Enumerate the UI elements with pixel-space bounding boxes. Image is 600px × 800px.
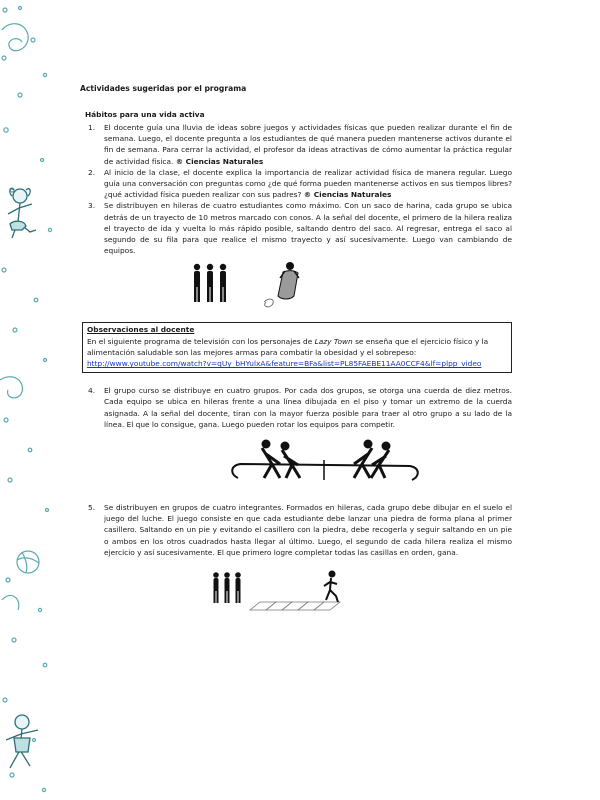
- teacher-observations-box: [82, 322, 512, 373]
- subject-tag: ® Ciencias Naturales: [303, 190, 392, 200]
- item-number: 3.: [88, 201, 96, 211]
- show-name: Lazy Town: [314, 336, 353, 346]
- observations-text-before: En el siguiente programa de televisión con los personajes de: [87, 336, 315, 346]
- item-text: Al inicio de la clase, el docente explica la importancia de realizar actividad física de manera regular. Luego guía una conversación con preguntas como ¿de qué forma pueden mantenerse activos en sus tiempos libres? ¿qué actividad física pueden realizar con sus padres?: [104, 167, 512, 200]
- girl-hopping-icon: [8, 189, 36, 238]
- observations-text: [87, 336, 507, 358]
- subject-tag: ® Ciencias Naturales: [175, 156, 264, 166]
- stick-figures-icon: [194, 264, 226, 302]
- document-body: [80, 84, 512, 622]
- sack-race-illustration: [80, 256, 512, 318]
- item-text: Se distribuyen en hileras de cuatro estudiantes como máximo. Con un saco de harina, cada grupo se ubica detrás de un trayecto de 10 metros marcado con conos. A la señal del docente, el primero de la hilera realiza el trayecto de ida y vuelta lo más rápido posible, saltando dentro del saco. Al regresar, entrega el saco al segundo de su fila para que realice el mismo trayecto y así sucesivamente. Luego van cambiando de equipos.: [104, 201, 512, 256]
- tug-of-war-icon: [232, 440, 418, 480]
- tug-of-war-illustration: [80, 430, 512, 492]
- activity-item-3: [80, 200, 512, 256]
- section-title: Hábitos para una vida activa: [85, 110, 205, 119]
- item-number: 5.: [88, 503, 96, 513]
- item-number: 4.: [88, 386, 96, 396]
- activity-item-4: [80, 385, 512, 430]
- observations-title: Observaciones al docente: [87, 325, 195, 335]
- activity-item-5: [80, 502, 512, 558]
- item-number: 1.: [88, 123, 96, 132]
- hopscotch-icon: [250, 602, 340, 610]
- item-text: Se distribuyen en grupos de cuatro integrantes. Formados en hileras, cada grupo debe dibujar en el suelo el juego del luche. El juego consiste en que cada estudiante debe lanzar una piedra de forma plana al primer casillero. Saltando en un pie y evitando el casillero con la piedra, debe recogerla y seguir saltando en un pie o ambos en los otros cuadrados hasta llegar al último. Luego, el segundo de cada hilera realiza el mismo ejercicio y así sucesivamente. El que primero logre completar todas las casillas en orden, gana.: [104, 503, 512, 557]
- margin-decoration: [0, 0, 62, 800]
- youtube-video-link[interactable]: http://www.youtube.com/watch?v=qUy_bHYulxA&feature=BFa&list=PL85FAEBE11AA0CCF4&lf=plpp_video: [87, 359, 482, 369]
- item-text: El grupo curso se distribuye en cuatro grupos. Por cada dos grupos, se otorga una cuerda de diez metros. Cada equipo se ubica en hileras frente a una línea dibujada en el piso y tomar un extremo de la cuerda asignada. A la señal del docente, tiran con la mayor fuerza posible para traer al otro grupo a su lado de la línea. El que lo consigue, gana. Luego pueden rotar los equipos para competir.: [104, 386, 512, 429]
- sack-race-icon: [264, 262, 299, 307]
- observations-text-after: se enseña que el ejercicio físico y la alimentación saludable son las mejores armas para combatir la obesidad y el sobrepeso:: [87, 336, 489, 357]
- document-title: Actividades sugeridas por el programa: [80, 84, 247, 93]
- item-text: El docente guía una lluvia de ideas sobre juegos y actividades físicas que pueden realizar durante el fin de semana. Luego, el docente pregunta a los estudiantes de qué manera pueden mantenerse activos durante el fin de semana. Para cerrar la actividad, el profesor da ideas atractivas de cómo aumentar la práctica regular de actividad física.: [104, 123, 512, 166]
- item-number: 2.: [88, 167, 96, 177]
- activity-item-1: [80, 122, 512, 167]
- activity-item-2: [80, 167, 512, 201]
- hopscotch-illustration: [80, 558, 512, 618]
